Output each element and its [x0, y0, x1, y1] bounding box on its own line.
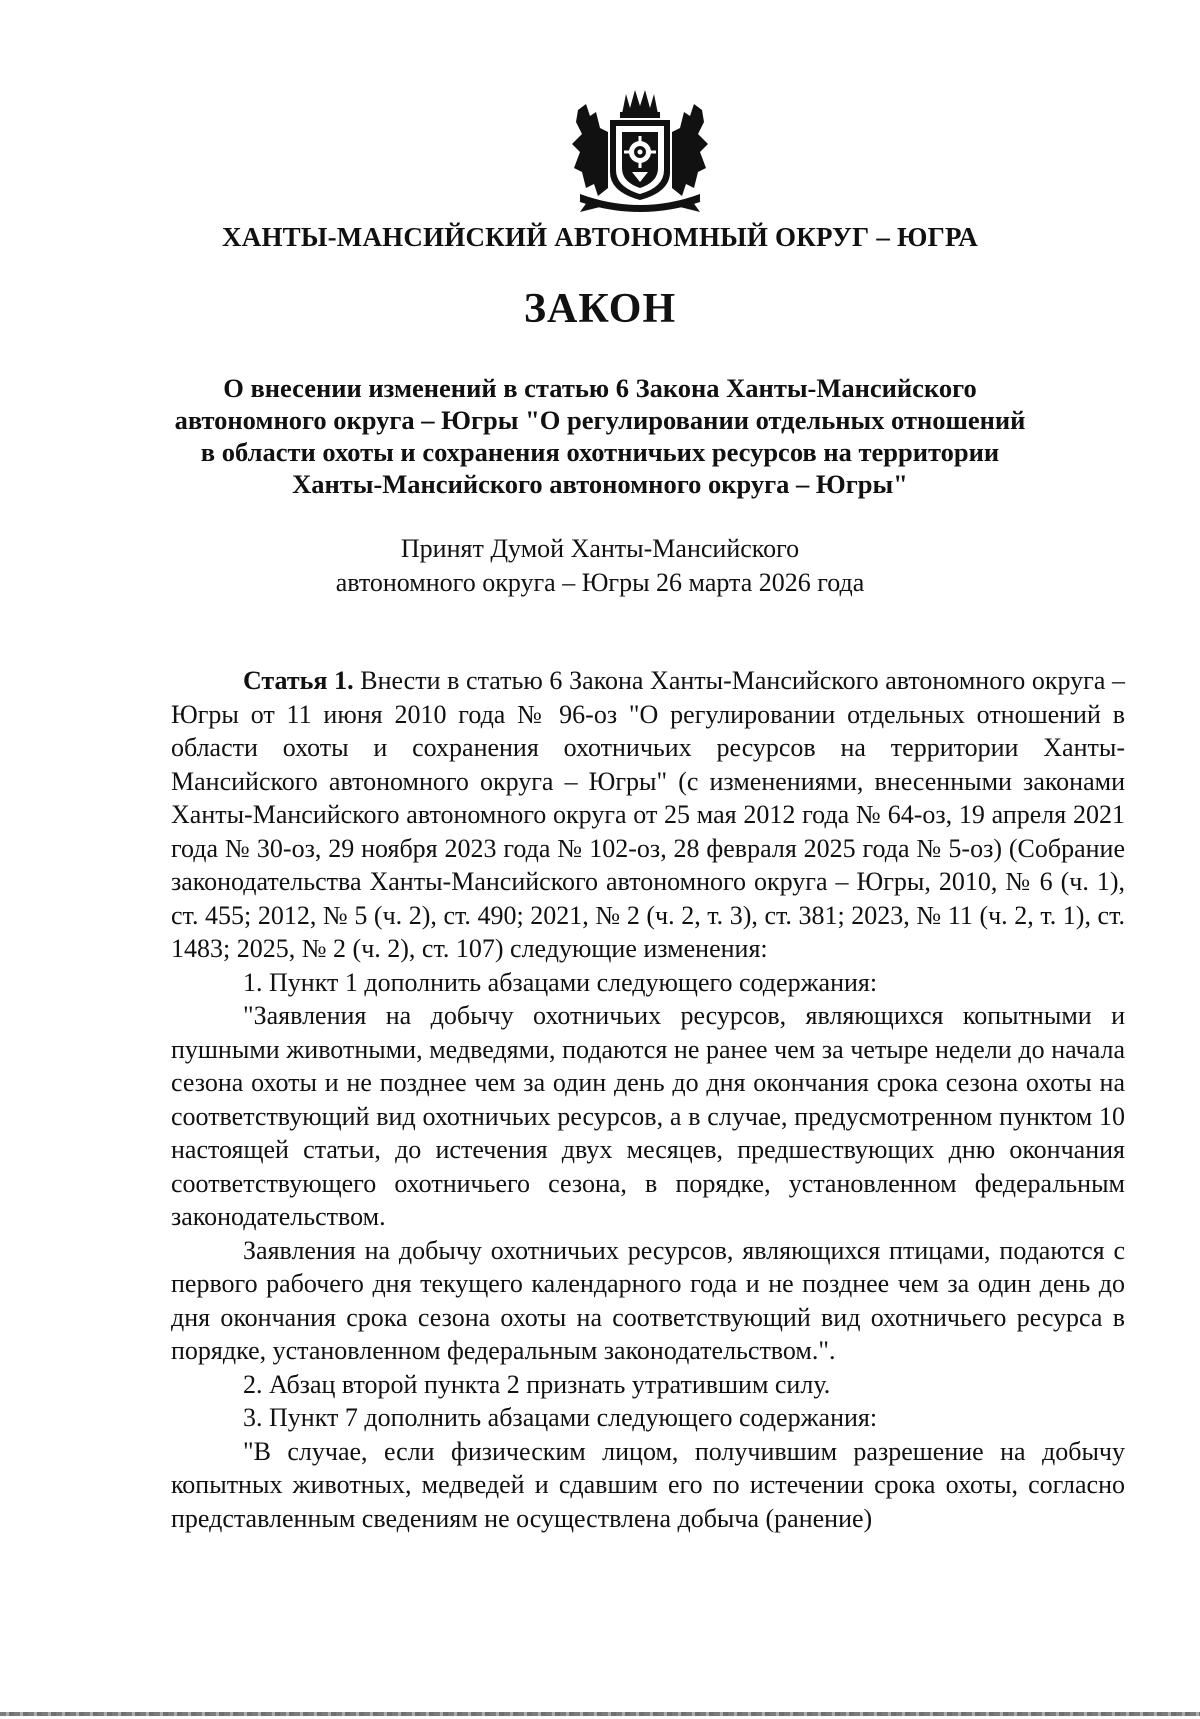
law-title-line: автономного округа – Югры "О регулировании отдельных отношений	[174, 405, 1026, 435]
coat-of-arms-emblem	[560, 88, 720, 218]
law-title-line: Ханты-Мансийского автономного округа – Югры"	[292, 469, 908, 499]
body-paragraph: "Заявления на добычу охотничьих ресурсов, являющихся копытными и пушными животными, медведями, подаются не ранее чем за четыре недели до начала сезона охоты и не позднее чем за один день до дня окончания срока сезона охоты на соответствующий вид охотничьих ресурсов, а в случае, предусмотренном пунктом 10 настоящей статьи, до истечения двух месяцев, предшествующих дню окончания соответствующего охотничьего сезона, в порядке, установленном федеральным законодательством.	[171, 1001, 1125, 1231]
adoption-note-line: автономного округа – Югры 26 марта 2026 года	[335, 568, 865, 597]
document-type-heading: ЗАКОН	[523, 286, 677, 332]
article-intro-text: Внести в статью 6 Закона Ханты-Мансийского автономного округа – Югры от 11 июня 2010 года № 96-оз "О регулировании отдельных отношений в области охоты и сохранения охотничьих ресурсов на территории Ханты-Мансийского автономного округа – Югры" (с изменениями, внесенными законами Ханты-Мансийского автономного округа от 25 мая 2012 года № 64-оз, 19 апреля 2021 года № 30-оз, 29 ноября 2023 года № 102-оз, 28 февраля 2025 года № 5-оз) (Собрание законодательства Ханты-Мансийского автономного округа – Югры, 2010, № 6 (ч. 1), ст. 455; 2012, № 5 (ч. 2), ст. 490; 2021, № 2 (ч. 2, т. 3), ст. 381; 2023, № 11 (ч. 2, т. 1), ст. 1483; 2025, № 2 (ч. 2), ст. 107) следующие изменения:	[171, 666, 1125, 963]
scan-edge-divider	[0, 1712, 1200, 1716]
body-paragraph: 2. Абзац второй пункта 2 признать утратившим силу.	[243, 1369, 831, 1399]
law-title-line: в области охоты и сохранения охотничьих ресурсов на территории	[200, 437, 1000, 467]
law-title-line: О внесении изменений в статью 6 Закона Ханты-Мансийского	[223, 373, 977, 403]
law-body	[171, 664, 1125, 1535]
region-name: ХАНТЫ-МАНСИЙСКИЙ АВТОНОМНЫЙ ОКРУГ – ЮГРА	[222, 222, 978, 252]
body-paragraph: 1. Пункт 1 дополнить абзацами следующего содержания:	[243, 967, 878, 997]
law-title	[150, 372, 1050, 500]
adoption-note-line: Принят Думой Ханты-Мансийского	[400, 534, 800, 563]
article-label: Статья 1.	[243, 666, 354, 695]
body-paragraph: "В случае, если физическим лицом, получившим разрешение на добычу копытных животных, медведей и сдавшим его по истечении срока охоты, согласно представленным сведениям не осуществлена добыча (ранение)	[171, 1436, 1125, 1533]
body-paragraph: 3. Пункт 7 дополнить абзацами следующего содержания:	[243, 1403, 878, 1432]
body-paragraph: Заявления на добычу охотничьих ресурсов, являющихся птицами, подаются с первого рабочего дня текущего календарного года и не позднее чем за один день до дня окончания срока сезона охоты на соответствующий вид охотничьего ресурса в порядке, установленном федеральным законодательством.".	[171, 1235, 1125, 1365]
adoption-note	[0, 532, 1200, 600]
article-1-paragraph	[171, 664, 1125, 966]
